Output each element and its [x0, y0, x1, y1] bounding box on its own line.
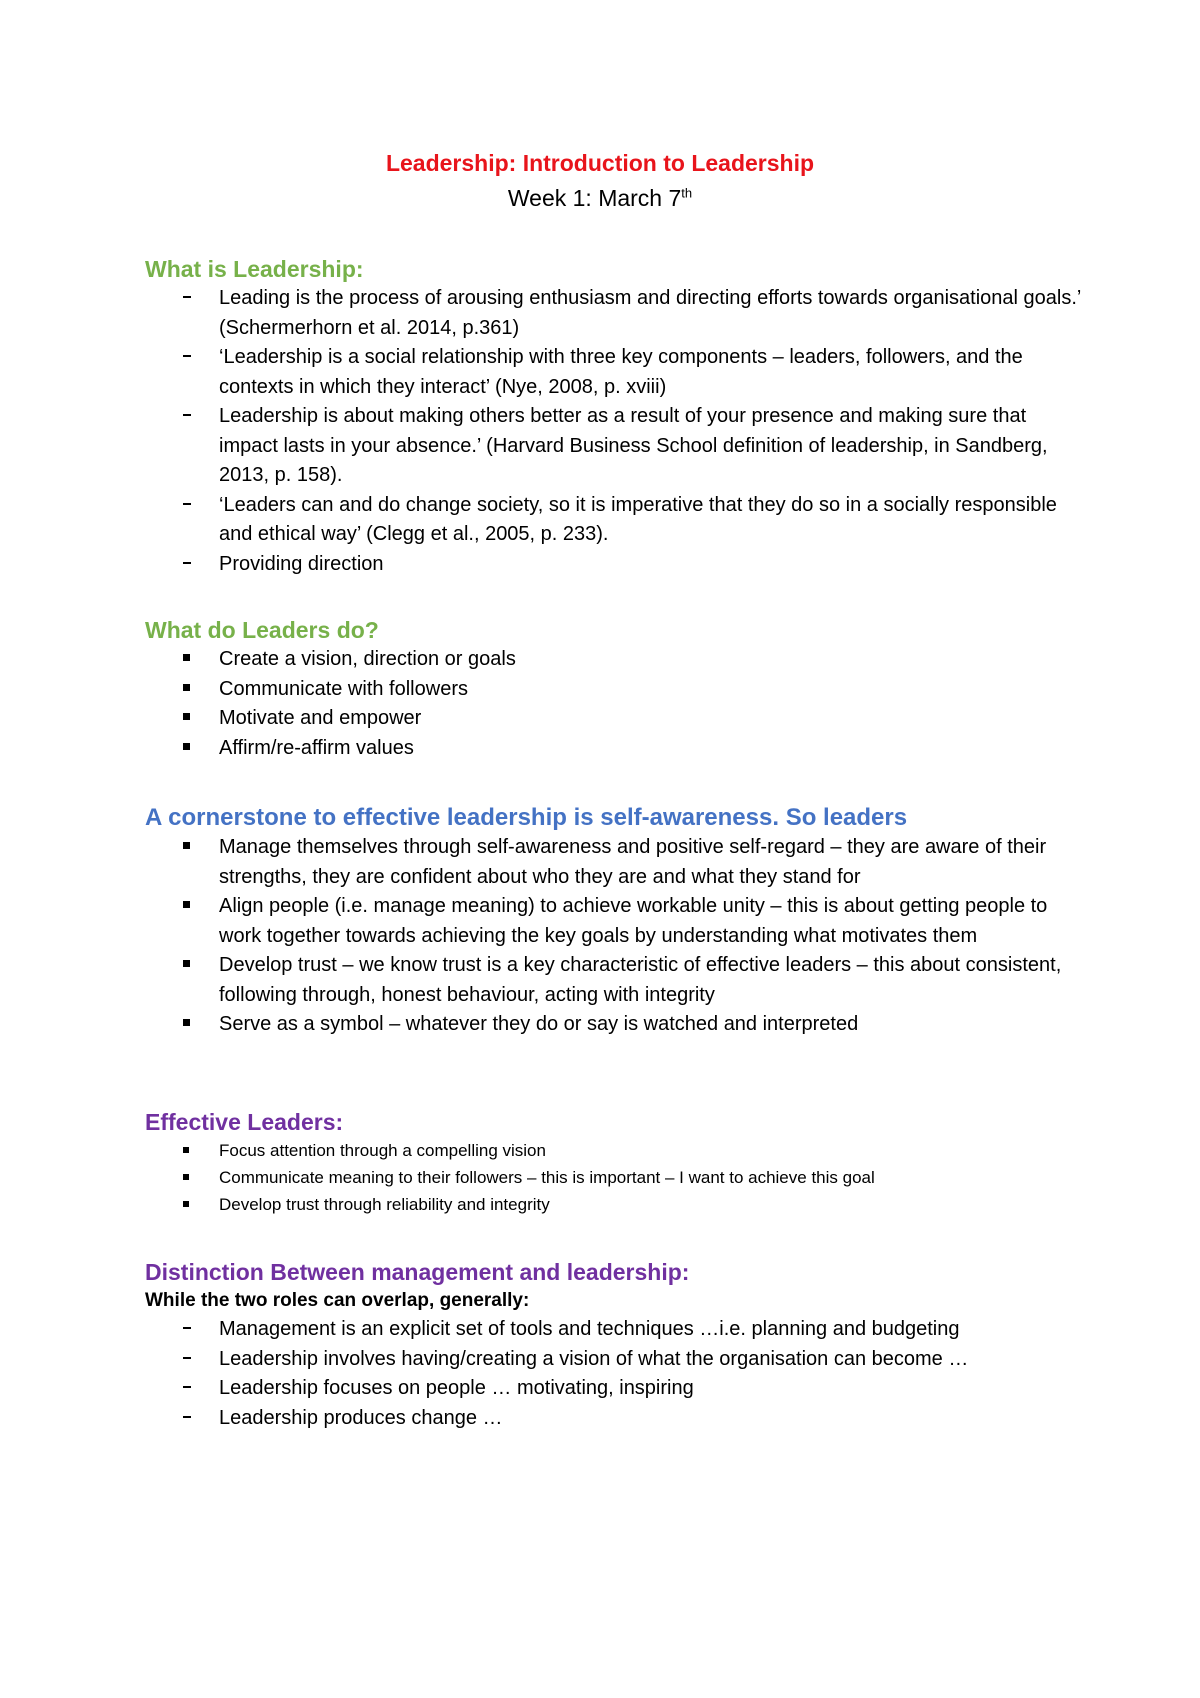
list-item-text: Develop trust – we know trust is a key characteristic of effective leaders – this about consistent, following through, honest behaviour, acting with integrity — [219, 954, 1062, 1006]
list-item — [145, 645, 1085, 675]
square-bullet-icon — [183, 1164, 203, 1191]
dash-bullet-icon — [183, 1404, 203, 1434]
list-item — [145, 1315, 1085, 1345]
list-item-text: Leadership is about making others better as a result of your presence and making sure that impact lasts in your absence.’ (Harvard Business School definition of leadership, in Sandberg, 2013, p. 158). — [219, 405, 1048, 486]
list-item — [145, 1345, 1085, 1375]
list-effective-leaders — [145, 1137, 1085, 1218]
list-item-text: Leading is the process of arousing enthusiasm and directing efforts towards organisational goals.’ (Schermerhorn et al. 2014, p.361) — [219, 287, 1081, 339]
list-item-text: Affirm/re-affirm values — [219, 736, 414, 759]
heading-effective-leaders: Effective Leaders: — [145, 1109, 344, 1135]
list-item-text: Providing direction — [219, 552, 384, 575]
document-subtitle — [0, 183, 1200, 213]
dash-bullet-icon — [183, 1374, 203, 1404]
section-self-awareness — [145, 803, 1085, 1040]
list-item — [145, 833, 1085, 892]
list-item-text: Serve as a symbol – whatever they do or say is watched and interpreted — [219, 1013, 859, 1035]
list-item — [145, 1404, 1085, 1434]
square-bullet-icon — [183, 1137, 203, 1164]
list-item-text: Align people (i.e. manage meaning) to achieve workable unity – this is about getting people to work together towards achieving the key goals by understanding what motivates them — [219, 895, 1048, 947]
section-effective-leaders — [145, 1107, 1085, 1218]
list-item — [145, 704, 1085, 734]
square-bullet-icon — [183, 645, 203, 675]
square-bullet-icon — [183, 704, 203, 734]
dash-bullet-icon — [183, 343, 203, 373]
square-bullet-icon — [183, 833, 203, 863]
square-bullet-icon — [183, 892, 203, 922]
section-what-do-leaders-do — [145, 615, 1085, 763]
list-item-text: Leadership involves having/creating a vision of what the organisation can become … — [219, 1347, 969, 1370]
list-item — [145, 1164, 1085, 1191]
list-item — [145, 675, 1085, 705]
list-item — [145, 734, 1085, 764]
list-item — [145, 402, 1085, 491]
heading-distinction: Distinction Between management and leadership: — [145, 1259, 690, 1285]
list-item-text: Motivate and empower — [219, 707, 422, 729]
section-distinction — [145, 1257, 1085, 1433]
heading-self-awareness: A cornerstone to effective leadership is self-awareness. So leaders — [145, 804, 908, 831]
square-bullet-icon — [183, 951, 203, 981]
list-item-text: Management is an explicit set of tools and techniques …i.e. planning and budgeting — [219, 1318, 960, 1340]
dash-bullet-icon — [183, 284, 203, 314]
section-what-is-leadership — [145, 254, 1085, 579]
list-item-text: Communicate with followers — [219, 677, 468, 700]
square-bullet-icon — [183, 734, 203, 764]
list-item — [145, 550, 1085, 580]
list-what-do-leaders-do — [145, 645, 1085, 763]
dash-bullet-icon — [183, 402, 203, 432]
list-item — [145, 284, 1085, 343]
list-item — [145, 1191, 1085, 1218]
dash-bullet-icon — [183, 1315, 203, 1345]
list-item — [145, 1374, 1085, 1404]
square-bullet-icon — [183, 1010, 203, 1040]
list-item-text: Focus attention through a compelling vision — [219, 1141, 546, 1160]
document-title: Leadership: Introduction to Leadership — [385, 150, 815, 176]
dash-bullet-icon — [183, 491, 203, 521]
list-item-text: ‘Leadership is a social relationship with three key components – leaders, followers, and the contexts in which they interact’ (Nye, 2008, p. xviii) — [219, 346, 1023, 398]
list-item — [145, 1137, 1085, 1164]
dash-bullet-icon — [183, 550, 203, 580]
list-self-awareness — [145, 833, 1085, 1040]
subtitle-text: Week 1: March 7 — [507, 185, 682, 211]
square-bullet-icon — [183, 1191, 203, 1218]
list-item-text: Manage themselves through self-awareness and positive self-regard – they are aware of their strengths, they are confident about who they are and what they stand for — [219, 836, 1047, 888]
list-item — [145, 343, 1085, 402]
list-item-text: Leadership produces change … — [219, 1406, 503, 1429]
subtitle-superscript: th — [681, 185, 693, 201]
list-what-is-leadership — [145, 284, 1085, 579]
list-item-text: Develop trust through reliability and integrity — [219, 1195, 550, 1214]
list-distinction — [145, 1315, 1085, 1433]
heading-what-is-leadership: What is Leadership: — [145, 256, 364, 282]
list-item-text: Communicate meaning to their followers – this is important – I want to achieve this goal — [219, 1168, 875, 1187]
square-bullet-icon — [183, 675, 203, 705]
dash-bullet-icon — [183, 1345, 203, 1375]
list-item-text: Create a vision, direction or goals — [219, 648, 516, 670]
list-item-text: Leadership focuses on people … motivating, inspiring — [219, 1377, 694, 1399]
list-item — [145, 1010, 1085, 1040]
list-item — [145, 491, 1085, 550]
list-item — [145, 892, 1085, 951]
heading-what-do-leaders-do: What do Leaders do? — [145, 617, 379, 643]
list-item — [145, 951, 1085, 1010]
subheading-distinction: While the two roles can overlap, generally: — [145, 1290, 530, 1311]
list-item-text: ‘Leaders can and do change society, so it is imperative that they do so in a socially responsible and ethical way’ (Clegg et al., 2005, p. 233). — [219, 493, 1057, 545]
